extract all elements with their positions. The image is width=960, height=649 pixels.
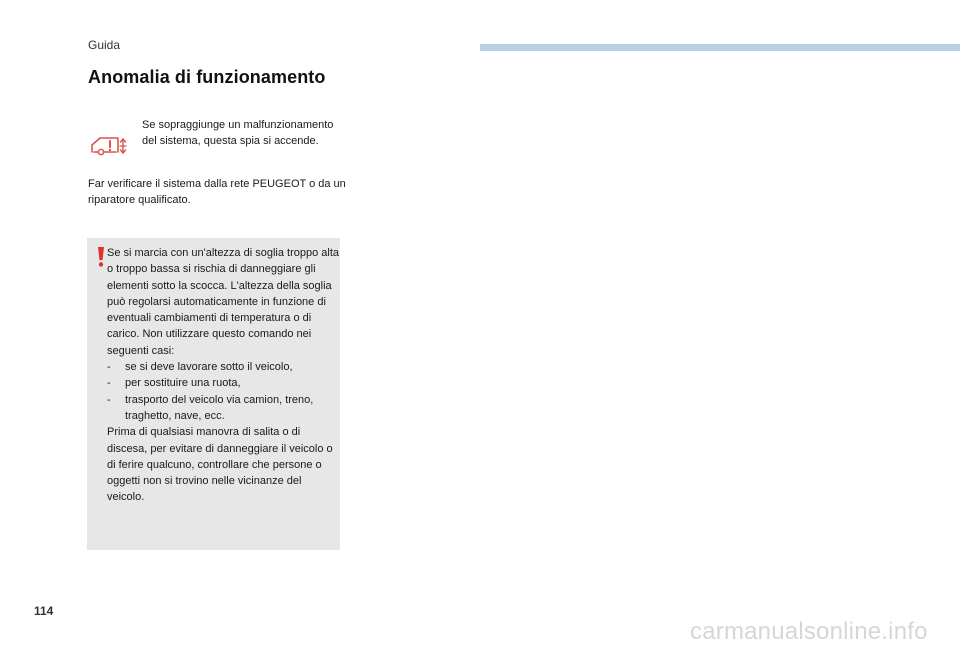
page-title: Anomalia di funzionamento [88,67,326,87]
page-number: 114 [34,604,54,618]
caution-box [87,238,340,550]
list-item: - se si deve lavorare sotto il veicolo, [107,359,339,375]
exclamation-icon [95,246,107,268]
vehicle-height-warning-icon [90,130,136,160]
caution-intro: Se si marcia con un'altezza di soglia troppo alta o troppo bassa si rischia di danneggiare gli elementi sotto la scocca. L'altezza della soglia può regolarsi automaticamente in funzione di eventuali cambiamenti di temperatura o di carico. Non utilizzare questo comando nei seguenti casi: [107,247,340,357]
section-label: Guida [88,38,121,52]
caution-closing: Prima di qualsiasi manovra di salita o di discesa, per evitare di danneggiare il veicolo o di ferire qualcuno, controllare che persone o oggetti non si trovino nelle vicinanze del veicolo. [107,426,333,504]
list-item: - per sostituire una ruota, [107,375,339,391]
header-bar [480,44,960,51]
watermark: carmanualsonline.info [690,618,928,645]
caution-body [107,245,339,506]
warning-text: Se sopraggiunge un malfunzionamento del sistema, questa spia si accende. [142,119,334,148]
advice-text: Far verificare il sistema dalla rete PEUGEOT o da un riparatore qualificato. [88,178,346,207]
caution-list [107,359,339,424]
list-item: - trasporto del veicolo via camion, treno, traghetto, nave, ecc. [107,392,339,425]
